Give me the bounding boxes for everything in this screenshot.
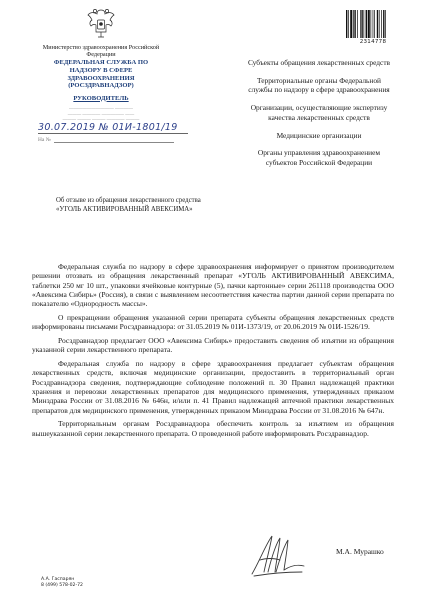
recipient-item: Субъекты обращения лекарственных средств — [247, 58, 391, 67]
signature-icon — [246, 530, 310, 582]
body-paragraph: Федеральная служба по надзору в сфере здравоохранения предлагает субъектам обращения лекарственных средств, включая медицинские организации, предоставить в территориальный орган Росздравнадзора сведения, подтверждающие соблюдение положений п. 30 Правил надлежащей практики хранения и перевозки лекарственных препаратов для медицинского применения, утвержденных приказом Минздрава России от 31.08.2016 № 646н, и/или п. 41 Правил надлежащей аптечной практики лекарственных препаратов для медицинского применения, утвержденных приказом Минздрава России от 31.08.2016 № 647н. — [32, 359, 394, 415]
executor-name: А.А. Гаспарян — [41, 577, 75, 582]
registration-number: 30.07.2019 № 01И-1801/19 — [38, 122, 178, 133]
recipient-item: Организации, осуществляющие экспертизу качества лекарственных средств — [250, 103, 388, 122]
service-name: ФЕДЕРАЛЬНАЯ СЛУЖБА ПО НАДЗОРУ В СФЕРЕ ЗДРАВООХРАНЕНИЯ (РОСЗДРАВНАДЗОР) — [53, 59, 149, 90]
ministry-name: Министерство здравоохранения Российской Федерации — [42, 44, 160, 59]
reference-line — [38, 137, 174, 143]
barcode — [345, 10, 401, 38]
reference-prefix: На № — [38, 137, 51, 143]
body-paragraph: Территориальным органам Росздравнадзора обеспечить контроль за изъятием из обращения вышеуказанной серии лекарственного препарата. О проведенной работе информировать Росздравнадзор. — [32, 419, 394, 438]
head-title: РУКОВОДИТЕЛЬ — [73, 94, 129, 102]
agency-header — [42, 44, 160, 122]
recipient-item: Медицинские организации — [276, 130, 362, 140]
body-paragraph: Росздравнадзор предлагает ООО «Авексима Сибирь» предоставить сведения об изъятии из обращения указанной серии лекарственного препарата. — [32, 336, 394, 355]
registration-line — [38, 122, 188, 134]
barcode-number: 2314778 — [359, 39, 387, 45]
signer-name: М.А. Мурашко — [336, 547, 384, 556]
body-paragraph: О прекращении обращения указанной серии препарата субъекты обращения лекарственных средств информированы письмами Росздравнадзора: от 31.05.2019 № 01И-1373/19, от 20.06.2019 № 01И-1526/19. — [32, 312, 394, 332]
address-lines: —————————— ———— ——— ———— ————— —— ——— ——— ——— ———— ——— — [62, 105, 140, 122]
recipients-block — [244, 58, 394, 176]
letter-subject: Об отзыве из обращения лекарственного средства «УГОЛЬ АКТИВИРОВАННЫЙ АВЕКСИМА» — [56, 197, 201, 213]
recipient-item: Территориальные органы Федеральной службы по надзору в сфере здравоохранения — [248, 75, 390, 95]
executor-phone: 8 (499) 578-02-72 — [41, 583, 83, 588]
executor-footer — [41, 577, 83, 589]
recipient-item: Органы управления здравоохранением субъектов Российской Федерации — [257, 148, 381, 167]
body-paragraph: Федеральная служба по надзору в сфере здравоохранения информирует о принятом производителем решении отозвать из обращения лекарственный препарат «УГОЛЬ АКТИВИРОВАННЫЙ АВЕКСИМА, таблетки 250 мг 10 шт., упаковки ячейковые контурные (5), пачки картонные» серии 261118 производства ООО «Авексима Сибирь» (Россия), в связи с выявлением несоответствия качества партии данной серии препарата по показателю «Однородность массы». — [32, 262, 394, 309]
letter-body — [32, 262, 394, 443]
coat-of-arms-icon — [84, 6, 118, 40]
